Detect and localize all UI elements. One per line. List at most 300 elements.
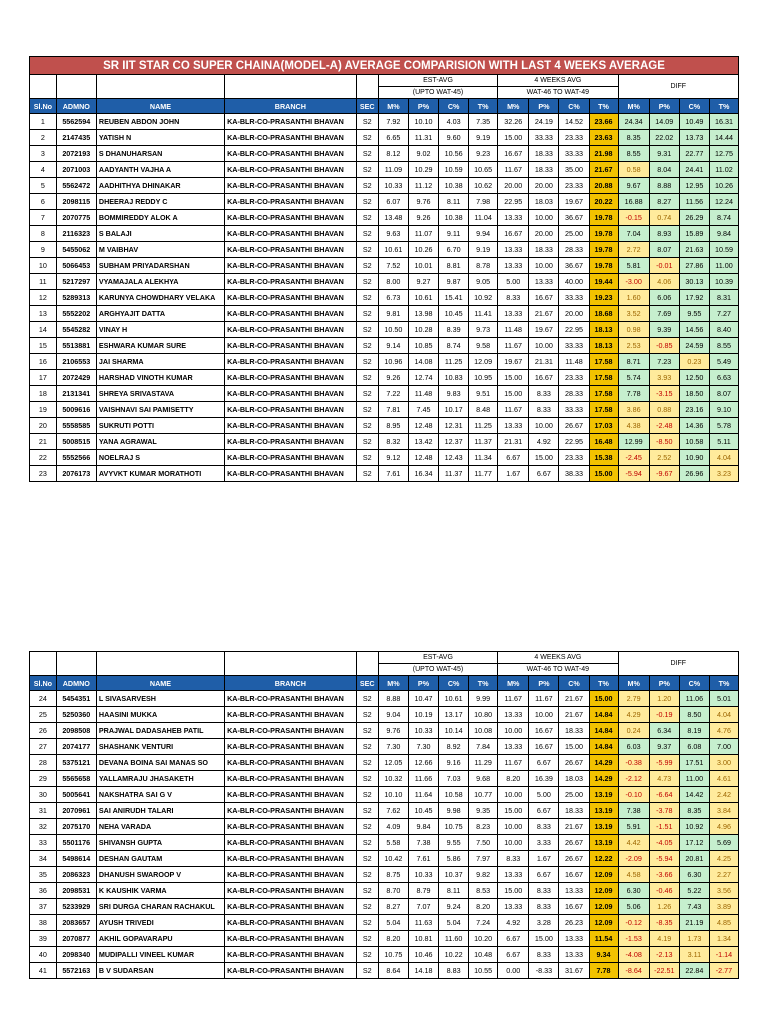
table-cell: 2086323	[56, 867, 96, 883]
table-cell: 8.33	[498, 290, 529, 306]
table-cell: 3.23	[709, 466, 738, 482]
table-cell: 17.58	[589, 386, 618, 402]
table-cell: 8.20	[498, 771, 529, 787]
header-row-group	[30, 652, 739, 664]
table-cell: 3	[30, 146, 57, 162]
table-cell: 13.33	[498, 210, 529, 226]
table-row	[30, 322, 739, 338]
table-cell: 6.08	[679, 739, 709, 755]
table-cell: 21.63	[679, 242, 709, 258]
table-cell: 12	[30, 290, 57, 306]
table-cell: 10.42	[378, 851, 408, 867]
table-cell: 2.79	[618, 691, 649, 707]
table-cell: 18.33	[529, 162, 559, 178]
table-row	[30, 226, 739, 242]
column-header: M%	[498, 676, 529, 691]
table-row	[30, 130, 739, 146]
table-cell: 21.67	[559, 819, 589, 835]
table-cell: 9.55	[679, 306, 709, 322]
column-header: Sl.No	[30, 99, 57, 114]
table-cell: KA-BLR-CO-PRASANTHI BHAVAN	[225, 787, 357, 803]
table-cell: 8.33	[529, 899, 559, 915]
table-cell: 2147435	[56, 130, 96, 146]
table-cell: KA-BLR-CO-PRASANTHI BHAVAN	[225, 434, 357, 450]
table-cell: KA-BLR-CO-PRASANTHI BHAVAN	[225, 723, 357, 739]
table-cell: DESHAN GAUTAM	[96, 851, 224, 867]
table-cell: 5.91	[618, 819, 649, 835]
table-cell: 12.50	[679, 370, 709, 386]
table-cell: KA-BLR-CO-PRASANTHI BHAVAN	[225, 338, 357, 354]
table-cell: 18.13	[589, 322, 618, 338]
table-cell: 7.38	[408, 835, 438, 851]
table-row	[30, 338, 739, 354]
table-cell: 10.33	[408, 867, 438, 883]
table-cell: S2	[356, 242, 378, 258]
table-cell: KA-BLR-CO-PRASANTHI BHAVAN	[225, 691, 357, 707]
table-cell: 11.37	[469, 434, 498, 450]
table-cell: 38.33	[559, 466, 589, 482]
table-cell: 10.00	[529, 418, 559, 434]
table-cell: KA-BLR-CO-PRASANTHI BHAVAN	[225, 947, 357, 963]
table-cell: KARUNYA CHOWDHARY VELAKA	[96, 290, 224, 306]
table-cell: 16.67	[529, 370, 559, 386]
table-cell: 0.24	[618, 723, 649, 739]
table-cell: 3.84	[709, 803, 738, 819]
table-cell: 10.45	[439, 306, 469, 322]
table-row	[30, 787, 739, 803]
table-cell: 5	[30, 178, 57, 194]
table-cell: 4.25	[709, 851, 738, 867]
table-cell: 22.95	[559, 322, 589, 338]
table-cell: 8.33	[529, 947, 559, 963]
table-cell: 26.67	[559, 755, 589, 771]
table-cell: 10.19	[408, 707, 438, 723]
column-header-row	[30, 676, 739, 691]
table-cell: 7.04	[618, 226, 649, 242]
table-cell: S2	[356, 178, 378, 194]
table-cell: 8.07	[709, 386, 738, 402]
table-cell: 6	[30, 194, 57, 210]
table-cell: 13.19	[589, 819, 618, 835]
table-cell: 8.11	[439, 194, 469, 210]
table-row	[30, 434, 739, 450]
table-cell: 10.00	[498, 723, 529, 739]
table-cell: -8.50	[649, 434, 679, 450]
table-cell: 33	[30, 835, 57, 851]
table-cell: 36.67	[559, 210, 589, 226]
table-cell: 10.58	[439, 787, 469, 803]
table-cell: 3.52	[618, 306, 649, 322]
table-cell: 12.99	[618, 434, 649, 450]
table-cell: KA-BLR-CO-PRASANTHI BHAVAN	[225, 963, 357, 979]
column-header: BRANCH	[225, 676, 357, 691]
table-cell: 26	[30, 723, 57, 739]
table-cell: 14.56	[679, 322, 709, 338]
table-cell: 7.62	[378, 803, 408, 819]
table-cell: 2098508	[56, 723, 96, 739]
report-sheet-1	[29, 56, 739, 482]
table-cell: 33.33	[559, 146, 589, 162]
table-cell: 2131341	[56, 386, 96, 402]
table-cell: 9.24	[439, 899, 469, 915]
table-cell: 20.00	[498, 178, 529, 194]
table-cell: 10.48	[469, 947, 498, 963]
table-cell: 30	[30, 787, 57, 803]
table-cell: 2	[30, 130, 57, 146]
table-cell: 10.38	[439, 178, 469, 194]
table-cell: 10.61	[408, 290, 438, 306]
table-cell: 5250360	[56, 707, 96, 723]
table-cell: 7.52	[378, 258, 408, 274]
table-cell: -0.38	[618, 755, 649, 771]
table-cell: 11.64	[408, 787, 438, 803]
table-cell: 1.26	[649, 899, 679, 915]
table-cell: 24.19	[529, 114, 559, 130]
table-cell: MUDIPALLI VINEEL KUMAR	[96, 947, 224, 963]
table-cell: 15	[30, 338, 57, 354]
table-row	[30, 883, 739, 899]
table-cell: -5.94	[649, 851, 679, 867]
table-cell: 5.04	[439, 915, 469, 931]
table-cell: 19.44	[589, 274, 618, 290]
table-cell: 18.33	[559, 803, 589, 819]
table-cell: -1.14	[709, 947, 738, 963]
table-cell: 6.67	[498, 931, 529, 947]
table-cell: 10.26	[709, 178, 738, 194]
table-cell: 10.10	[408, 114, 438, 130]
table-cell: 13.33	[498, 867, 529, 883]
table-cell: 18.33	[529, 242, 559, 258]
table-cell: 3.89	[709, 899, 738, 915]
table-cell: 25	[30, 707, 57, 723]
table-cell: 11.67	[498, 338, 529, 354]
table-row	[30, 771, 739, 787]
table-cell: 37	[30, 899, 57, 915]
table-cell: S2	[356, 370, 378, 386]
table-cell: 6.63	[709, 370, 738, 386]
table-cell: 31	[30, 803, 57, 819]
four-weeks-avg-header: 4 WEEKS AVG	[498, 652, 618, 664]
table-row	[30, 162, 739, 178]
table-cell: 6.03	[618, 739, 649, 755]
table-cell: 10.85	[408, 338, 438, 354]
table-cell: 11.25	[469, 418, 498, 434]
table-cell: HAASINI MUKKA	[96, 707, 224, 723]
table-cell: 17.58	[589, 402, 618, 418]
table-cell: 18.68	[589, 306, 618, 322]
table-cell: 15.00	[498, 370, 529, 386]
table-cell: 22.95	[498, 194, 529, 210]
table-cell: 13.33	[498, 258, 529, 274]
table-cell: 27.86	[679, 258, 709, 274]
table-cell: S2	[356, 322, 378, 338]
table-cell: 10.90	[679, 450, 709, 466]
column-header: T%	[469, 99, 498, 114]
table-cell: 21.67	[559, 691, 589, 707]
table-cell: KA-BLR-CO-PRASANTHI BHAVAN	[225, 194, 357, 210]
table-cell: 4.58	[618, 867, 649, 883]
table-cell: 8.35	[679, 803, 709, 819]
table-cell: 8.70	[378, 883, 408, 899]
table-cell: 39	[30, 931, 57, 947]
table-cell: 10.29	[408, 162, 438, 178]
table-cell: 5.00	[498, 274, 529, 290]
table-cell: PRAJWAL DADASAHEB PATIL	[96, 723, 224, 739]
table-cell: 6.67	[498, 450, 529, 466]
table-cell: 8.71	[618, 354, 649, 370]
table-cell: 10.75	[439, 819, 469, 835]
table-cell: 8.04	[649, 162, 679, 178]
table-row	[30, 274, 739, 290]
table-cell: 6.67	[529, 803, 559, 819]
table-cell: 11.37	[439, 466, 469, 482]
table-cell: 9.04	[378, 707, 408, 723]
table-cell: KA-BLR-CO-PRASANTHI BHAVAN	[225, 370, 357, 386]
table-cell: 0.00	[498, 963, 529, 979]
table-cell: YALLAMRAJU JHASAKETH	[96, 771, 224, 787]
table-cell: 23.16	[679, 402, 709, 418]
table-cell: 8.33	[529, 883, 559, 899]
table-cell: YATISH N	[96, 130, 224, 146]
table-cell: 24.59	[679, 338, 709, 354]
table-cell: 5.69	[709, 835, 738, 851]
table-cell: 21.67	[529, 306, 559, 322]
table-cell: KA-BLR-CO-PRASANTHI BHAVAN	[225, 755, 357, 771]
table-cell: 1.67	[498, 466, 529, 482]
table-row	[30, 915, 739, 931]
table-cell: 13.33	[559, 931, 589, 947]
est-avg-range: (UPTO WAT-45)	[378, 664, 497, 676]
table-cell: 33.33	[559, 402, 589, 418]
table-cell: 9.67	[618, 178, 649, 194]
table-cell: 21.67	[589, 162, 618, 178]
table-cell: 10.00	[498, 835, 529, 851]
table-cell: 5.74	[618, 370, 649, 386]
diff-header: DIFF	[618, 75, 738, 99]
table-cell: 16.67	[559, 899, 589, 915]
table-cell: 7.23	[649, 354, 679, 370]
table-cell: S2	[356, 418, 378, 434]
table-cell: 10.45	[408, 803, 438, 819]
column-header: P%	[649, 99, 679, 114]
table-cell: 11.04	[469, 210, 498, 226]
table-cell: 10.55	[469, 963, 498, 979]
table-row	[30, 146, 739, 162]
table-cell: DEVANA BOINA SAI MANAS SO	[96, 755, 224, 771]
table-cell: 15.00	[559, 739, 589, 755]
table-cell: 10.92	[679, 819, 709, 835]
table-cell: NOELRAJ S	[96, 450, 224, 466]
table-cell: 13.33	[529, 274, 559, 290]
table-cell: 31.67	[559, 963, 589, 979]
table-cell: 10.38	[439, 210, 469, 226]
table-cell: S2	[356, 835, 378, 851]
table-cell: 9.37	[649, 739, 679, 755]
table-cell: 2.52	[649, 450, 679, 466]
table-cell: 4.76	[709, 723, 738, 739]
table-cell: 28.33	[559, 386, 589, 402]
table-cell: S2	[356, 354, 378, 370]
table-cell: 20.00	[559, 306, 589, 322]
table-row	[30, 418, 739, 434]
table-cell: 1.67	[529, 851, 559, 867]
table-row	[30, 210, 739, 226]
header-blank-cell	[225, 75, 357, 99]
table-cell: 5455062	[56, 242, 96, 258]
table-cell: S2	[356, 226, 378, 242]
table-cell: 14.18	[408, 963, 438, 979]
table-cell: ESHWARA KUMAR SURE	[96, 338, 224, 354]
table-cell: 18.33	[559, 723, 589, 739]
table-cell: 11.67	[529, 691, 559, 707]
table-cell: -2.12	[618, 771, 649, 787]
table-row	[30, 242, 739, 258]
table-cell: 9.16	[439, 755, 469, 771]
table-cell: 13.42	[408, 434, 438, 450]
table-cell: 12.05	[378, 755, 408, 771]
table-cell: 18.33	[529, 146, 559, 162]
table-cell: S2	[356, 194, 378, 210]
table-cell: 4.38	[618, 418, 649, 434]
table-cell: 11.67	[498, 162, 529, 178]
table-cell: 5498614	[56, 851, 96, 867]
table-cell: 10.50	[378, 322, 408, 338]
table-cell: 9.55	[439, 835, 469, 851]
table-cell: 13.33	[559, 883, 589, 899]
table-cell: 22	[30, 450, 57, 466]
table-cell: 8.93	[649, 226, 679, 242]
table-cell: 22.95	[559, 434, 589, 450]
table-cell: 6.30	[679, 867, 709, 883]
table-cell: S2	[356, 258, 378, 274]
table-cell: 9.14	[378, 338, 408, 354]
table-cell: 9.26	[408, 210, 438, 226]
table-cell: 15.00	[529, 450, 559, 466]
table-cell: -0.46	[649, 883, 679, 899]
table-cell: 41	[30, 963, 57, 979]
table-cell: 2116323	[56, 226, 96, 242]
table-cell: 3.56	[709, 883, 738, 899]
column-header: NAME	[96, 676, 224, 691]
table-cell: KA-BLR-CO-PRASANTHI BHAVAN	[225, 402, 357, 418]
table-cell: 10.75	[378, 947, 408, 963]
table-cell: KA-BLR-CO-PRASANTHI BHAVAN	[225, 162, 357, 178]
table-cell: S2	[356, 915, 378, 931]
table-cell: 12.09	[589, 915, 618, 931]
table-cell: 2.27	[709, 867, 738, 883]
table-cell: 11.29	[469, 755, 498, 771]
diff-header: DIFF	[618, 652, 738, 676]
table-cell: 29	[30, 771, 57, 787]
table-cell: 10.61	[378, 242, 408, 258]
table-cell: 15.00	[589, 466, 618, 482]
table-cell: 18.50	[679, 386, 709, 402]
table-cell: 2071003	[56, 162, 96, 178]
table-cell: 14.09	[649, 114, 679, 130]
table-cell: 2083657	[56, 915, 96, 931]
table-cell: 16	[30, 354, 57, 370]
table-cell: 16.67	[529, 290, 559, 306]
table-row	[30, 739, 739, 755]
table-cell: 8.79	[408, 883, 438, 899]
column-header: M%	[618, 676, 649, 691]
table-cell: 13.98	[408, 306, 438, 322]
table-cell: 36	[30, 883, 57, 899]
table-cell: 8.20	[469, 899, 498, 915]
table-cell: S2	[356, 899, 378, 915]
table-cell: 8.19	[679, 723, 709, 739]
table-cell: 24.34	[618, 114, 649, 130]
table-cell: -1.51	[649, 819, 679, 835]
table-cell: 14.36	[679, 418, 709, 434]
table-cell: 13.73	[679, 130, 709, 146]
table-cell: 16.67	[529, 723, 559, 739]
table-cell: 10.95	[469, 370, 498, 386]
table-cell: 33.33	[529, 130, 559, 146]
table-cell: 8.00	[378, 274, 408, 290]
table-cell: 10.14	[439, 723, 469, 739]
table-cell: 8.33	[529, 386, 559, 402]
column-header: T%	[469, 676, 498, 691]
table-cell: 23	[30, 466, 57, 482]
table-cell: 12.74	[408, 370, 438, 386]
table-cell: 10.47	[408, 691, 438, 707]
table-cell: 11.67	[498, 755, 529, 771]
table-cell: 13.33	[498, 418, 529, 434]
column-header: SEC	[356, 99, 378, 114]
header-blank-cell	[30, 652, 57, 676]
table-cell: -6.64	[649, 787, 679, 803]
table-cell: 8.23	[469, 819, 498, 835]
table-cell: KA-BLR-CO-PRASANTHI BHAVAN	[225, 386, 357, 402]
est-avg-header: EST-AVG	[378, 75, 497, 87]
table-cell: 9.51	[469, 386, 498, 402]
table-cell: 11.34	[469, 450, 498, 466]
table-cell: 6.67	[529, 867, 559, 883]
header-blank-cell	[96, 75, 224, 99]
column-header: C%	[559, 99, 589, 114]
table-cell: -0.85	[649, 338, 679, 354]
table-cell: 19.78	[589, 226, 618, 242]
table-cell: 9.10	[709, 402, 738, 418]
table-cell: REUBEN ABDON JOHN	[96, 114, 224, 130]
table-cell: 9.83	[439, 386, 469, 402]
table-cell: 9.76	[408, 194, 438, 210]
table-cell: -0.12	[618, 915, 649, 931]
table-cell: 10.39	[709, 274, 738, 290]
table-cell: 9.73	[469, 322, 498, 338]
table-cell: 8.35	[618, 130, 649, 146]
table-cell: 10.80	[469, 707, 498, 723]
table-cell: 7.97	[469, 851, 498, 867]
table-row	[30, 178, 739, 194]
table-row	[30, 931, 739, 947]
table-cell: KA-BLR-CO-PRASANTHI BHAVAN	[225, 178, 357, 194]
table-cell: 10.00	[529, 338, 559, 354]
table-cell: 7.61	[378, 466, 408, 482]
table-cell: 6.70	[439, 242, 469, 258]
column-header: C%	[679, 676, 709, 691]
table-cell: 3.86	[618, 402, 649, 418]
table-cell: 9.11	[439, 226, 469, 242]
table-cell: KA-BLR-CO-PRASANTHI BHAVAN	[225, 739, 357, 755]
table-cell: 1.73	[679, 931, 709, 947]
table-cell: KA-BLR-CO-PRASANTHI BHAVAN	[225, 418, 357, 434]
table-cell: 12.31	[439, 418, 469, 434]
table-cell: -0.15	[618, 210, 649, 226]
table-cell: 5572163	[56, 963, 96, 979]
table-cell: 7.50	[469, 835, 498, 851]
